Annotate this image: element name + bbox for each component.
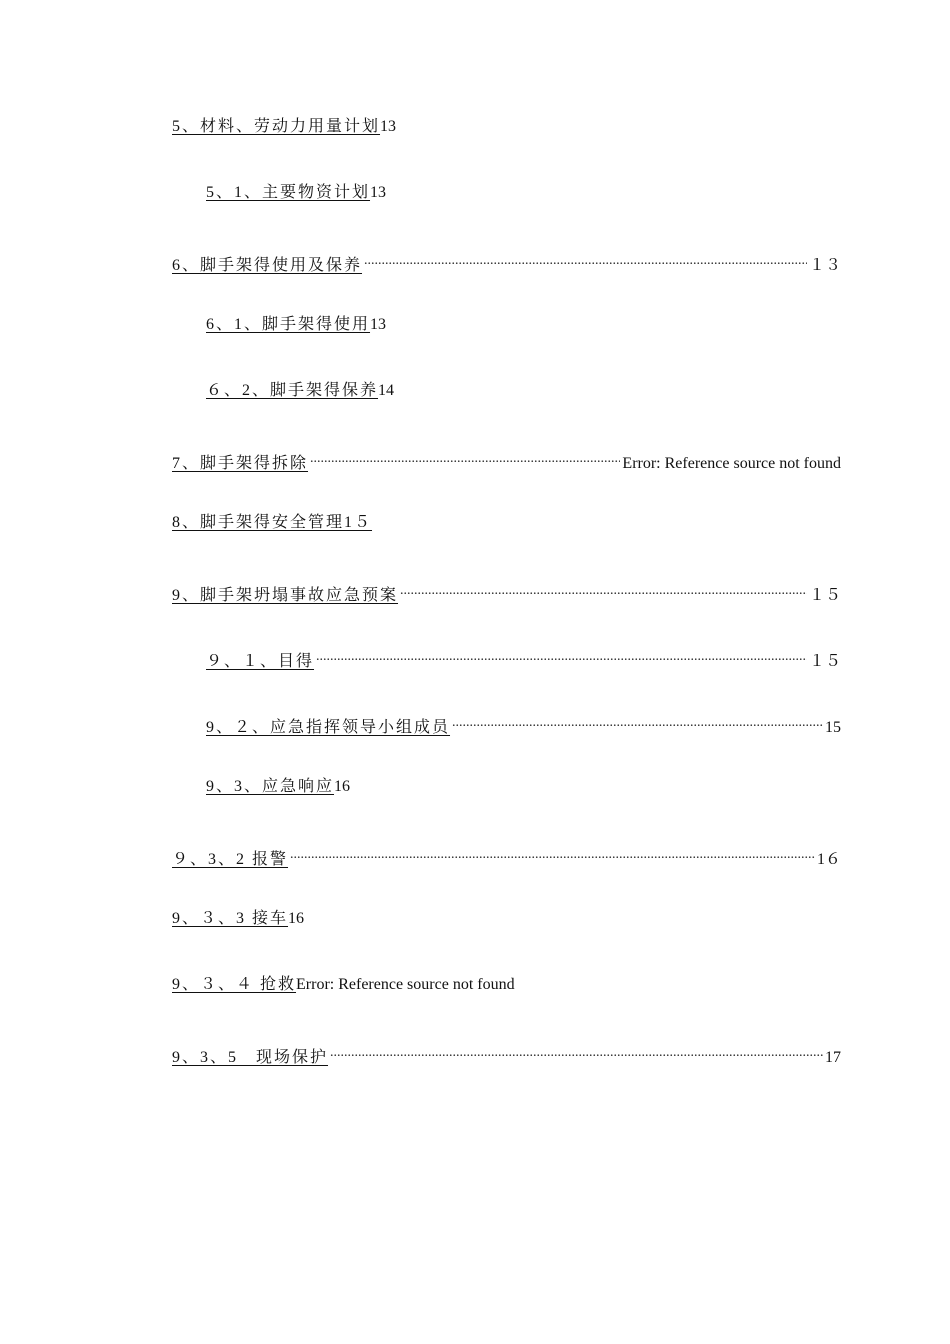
dot-leader [310, 446, 620, 468]
toc-entry[interactable] [172, 512, 372, 534]
toc-entry[interactable] [206, 380, 394, 402]
toc-entry[interactable] [206, 776, 350, 798]
toc-entry-title[interactable]: 5、1、主要物资计划 [206, 184, 371, 201]
toc-entry-title[interactable]: 5、材料、劳动力用量计划 [172, 118, 381, 135]
toc-entry[interactable] [172, 446, 841, 475]
toc-entry-title[interactable]: 9、3、应急响应 [206, 778, 335, 795]
toc-entry-page: １３ [808, 257, 841, 274]
toc-entry[interactable] [206, 644, 841, 673]
toc-entry-page: 17 [825, 1049, 841, 1066]
toc-entry-title[interactable]: 9、２、应急指挥领导小组成员 [206, 719, 451, 736]
toc-entry-page: 15 [825, 719, 841, 736]
dot-leader [330, 1040, 823, 1062]
toc-entry-title[interactable]: 7、脚手架得拆除 [172, 455, 309, 472]
toc-entry-title[interactable]: 6、脚手架得使用及保养 [172, 257, 363, 274]
toc-entry-page: Error: Reference source not found [622, 455, 841, 472]
toc-entry-page: 13 [370, 316, 387, 333]
toc-entry-title[interactable]: ６、2、脚手架得保养 [206, 382, 379, 399]
toc-entry[interactable] [172, 842, 841, 871]
toc-entry[interactable] [206, 182, 386, 204]
toc-entry[interactable] [172, 116, 396, 138]
toc-entry-page: １５ [808, 587, 841, 604]
toc-entry[interactable] [206, 710, 841, 739]
toc-entry[interactable] [172, 974, 515, 996]
toc-entry-title[interactable]: 8、脚手架得安全管理1５ [172, 514, 373, 531]
toc-entry[interactable] [172, 908, 304, 930]
dot-leader [364, 248, 807, 270]
toc-entry-page: Error: Reference source not found [296, 976, 515, 993]
toc-entry-page: 14 [378, 382, 395, 399]
dot-leader [316, 644, 807, 666]
toc-entry-page: １５ [808, 653, 841, 670]
toc-entry-title[interactable]: 9、３、４ 抢救 [172, 976, 297, 993]
toc-entry-page: 13 [370, 184, 387, 201]
toc-entry[interactable] [172, 578, 841, 607]
toc-entry[interactable] [172, 1040, 841, 1069]
toc-entry-title[interactable]: 6、1、脚手架得使用 [206, 316, 371, 333]
toc-entry-page: 13 [380, 118, 397, 135]
toc-entry-title[interactable]: ９、3、2 报警 [172, 851, 289, 868]
toc-entry-page: 16 [334, 778, 351, 795]
toc-entry-page: 16 [288, 910, 305, 927]
toc-entry[interactable] [206, 314, 386, 336]
dot-leader [290, 842, 815, 864]
toc-entry-title[interactable]: 9、3、5 现场保护 [172, 1049, 329, 1066]
toc-entry-title[interactable]: ９、１、目得 [206, 653, 315, 670]
dot-leader [400, 578, 807, 600]
toc-entry-title[interactable]: 9、３、3 接车 [172, 910, 289, 927]
dot-leader [452, 710, 823, 732]
toc-entry-title[interactable]: 9、脚手架坍塌事故应急预案 [172, 587, 399, 604]
toc-entry-page: 1６ [816, 851, 841, 868]
toc-entry[interactable] [172, 248, 841, 277]
